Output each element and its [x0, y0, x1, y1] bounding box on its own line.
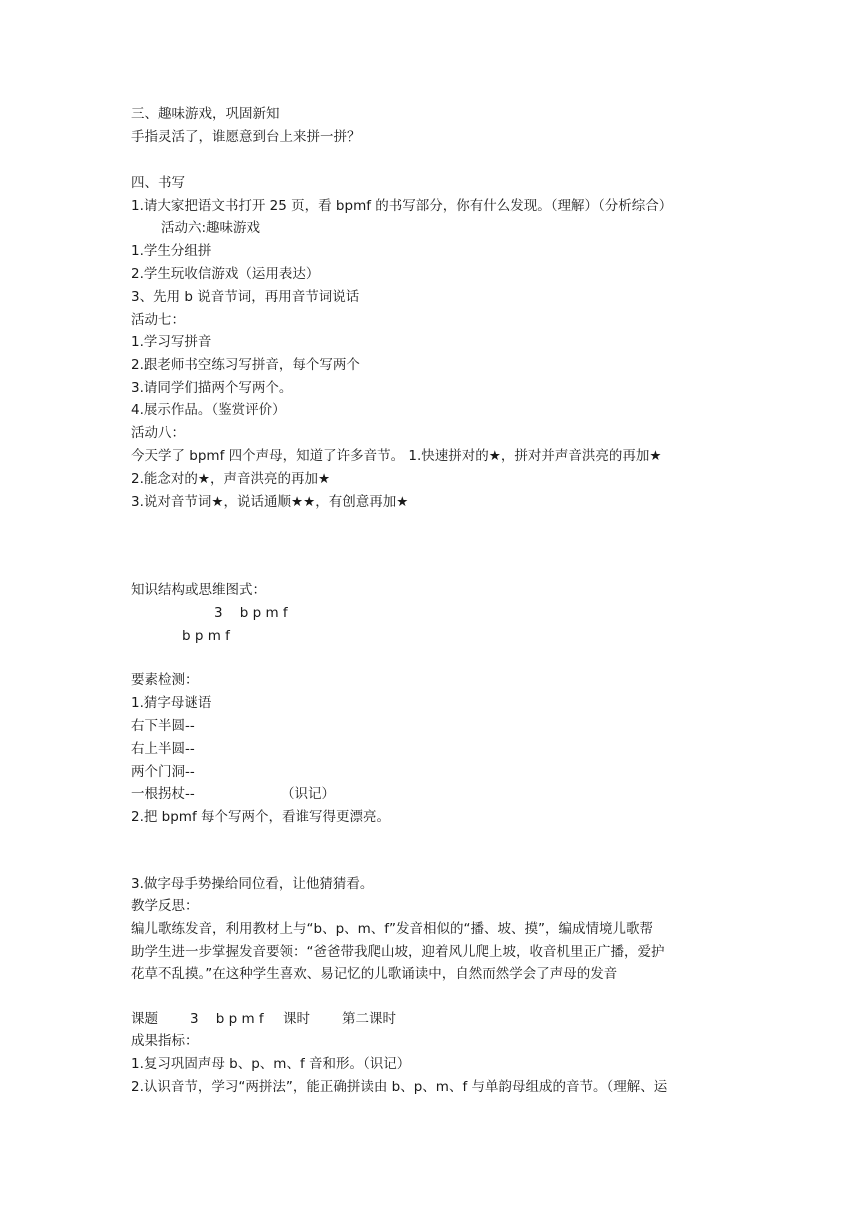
- lesson-topic-label: 课题: [131, 1011, 158, 1027]
- riddle-3: 两个门洞--: [131, 764, 195, 780]
- section-4-title: 四、书写: [131, 175, 185, 191]
- structure-line-2: b p m f: [182, 628, 230, 644]
- reflection-heading: 教学反思：: [131, 898, 199, 914]
- activity-7-heading: 活动七：: [131, 312, 185, 328]
- activity-7-item-1: 1.学习写拼音: [131, 334, 212, 350]
- activity-7-item-4: 4.展示作品。（鉴赏评价）: [131, 402, 286, 418]
- check-question-2: 2.把 bpmf 每个写两个，看谁写得更漂亮。: [131, 809, 391, 825]
- activity-8-item-3: 3.说对音节词★，说话通顺★★，有创意再加★: [131, 494, 409, 510]
- section-3-title: 三、趣味游戏，巩固新知: [131, 106, 280, 122]
- structure-line-1: 3 b p m f: [214, 605, 288, 621]
- riddle-1: 右下半圆--: [131, 718, 195, 734]
- activity-6-item-2: 2.学生玩收信游戏（运用表达）: [131, 266, 320, 282]
- activity-7-item-3: 3.请同学们描两个写两个。: [131, 380, 293, 396]
- reflection-line-3: 花草不乱摸。”在这种学生喜欢、易记忆的儿歌诵读中，自然而然学会了声母的发音: [131, 966, 618, 982]
- check-question-3: 3.做字母手势操给同位看，让他猜猜看。: [131, 876, 374, 892]
- activity-8-item-2: 2.能念对的★，声音洪亮的再加★: [131, 471, 331, 487]
- riddle-2: 右上半圆--: [131, 741, 195, 757]
- activity-8-item-1: 今天学了 bpmf 四个声母，知道了许多音节。 1.快速拼对的★，拼对并声音洪亮的再加★: [131, 448, 662, 464]
- activity-6-item-3: 3、先用 b 说音节词，再用音节词说话: [131, 289, 360, 305]
- activity-8-heading: 活动八：: [131, 425, 185, 441]
- check-heading: 要素检测：: [131, 672, 199, 688]
- riddle-4: 一根拐杖--: [131, 786, 195, 802]
- lesson-period-label: 课时: [283, 1011, 310, 1027]
- activity-6-heading: 活动六:趣味游戏: [161, 220, 261, 236]
- activity-7-item-2: 2.跟老师书空练习写拼音，每个写两个: [131, 357, 360, 373]
- lesson-period-value: 第二课时: [342, 1011, 396, 1027]
- goal-2: 2.认识音节，学习“两拼法”，能正确拼读由 b、p、m、f 与单韵母组成的音节。（理解、运: [131, 1079, 668, 1095]
- activity-6-item-1: 1.学生分组拼: [131, 243, 212, 259]
- goals-heading: 成果指标：: [131, 1033, 199, 1049]
- structure-heading: 知识结构或思维图式：: [131, 582, 266, 598]
- check-question-1: 1.猜字母谜语: [131, 695, 212, 711]
- reflection-line-1: 编儿歌练发音，利用教材上与“b、p、m、f”发音相似的“播、坡、摸”，编成情境儿歌帮: [131, 921, 654, 937]
- reflection-line-2: 助学生进一步掌握发音要领：“爸爸带我爬山坡，迎着风儿爬上坡，收音机里正广播，爱护: [131, 944, 665, 960]
- section-3-text: 手指灵活了，谁愿意到台上来拼一拼？: [131, 129, 361, 145]
- goal-1: 1.复习巩固声母 b、p、m、f 音和形。（识记）: [131, 1056, 411, 1072]
- riddle-4-tag: （识记）: [281, 786, 335, 802]
- section-4-text: 1.请大家把语文书打开 25 页，看 bpmf 的书写部分，你有什么发现。（理解）（分析综合）: [131, 198, 673, 214]
- lesson-topic-value: 3 b p m f: [190, 1011, 264, 1027]
